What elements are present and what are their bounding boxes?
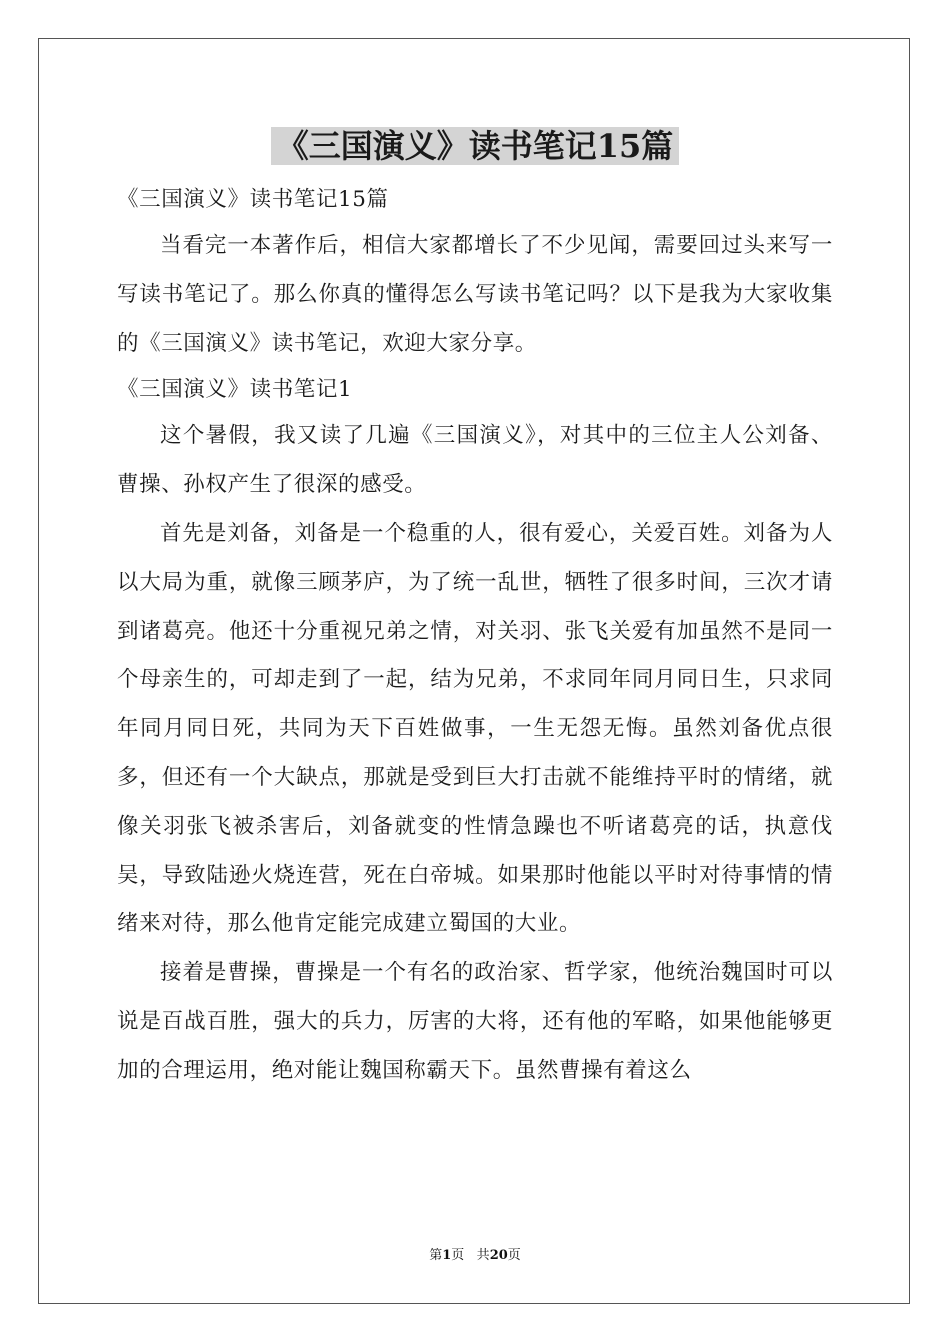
document-body — [117, 178, 833, 1096]
total-suffix: 页 — [507, 1248, 521, 1263]
body-paragraph: 这个暑假，我又读了几遍《三国演义》，对其中的三位主人公刘备、曹操、孙权产生了很深的感受。 — [117, 423, 833, 498]
total-prefix: 共 — [476, 1248, 490, 1263]
document-subtitle: 《三国演义》读书笔记15篇 — [117, 187, 389, 212]
intro-paragraph: 当看完一本著作后，相信大家都增长了不少见闻，需要回过头来写一写读书笔记了。那么你真的懂得怎么写读书笔记吗？以下是我为大家收集的《三国演义》读书笔记，欢迎大家分享。 — [117, 233, 833, 356]
total-pages: 20 — [489, 1248, 508, 1263]
page-footer — [0, 1247, 950, 1265]
body-paragraph: 接着是曹操，曹操是一个有名的政治家、哲学家，他统治魏国时可以说是百战百胜，强大的兵力，厉害的大将，还有他的军略，如果他能够更加的合理运用，绝对能让魏国称霸天下。虽然曹操有着这么 — [117, 960, 833, 1083]
page-number: 1 — [442, 1248, 452, 1263]
body-paragraph: 首先是刘备，刘备是一个稳重的人，很有爱心，关爱百姓。刘备为人以大局为重，就像三顾茅庐，为了统一乱世，牺牲了很多时间，三次才请到诸葛亮。他还十分重视兄弟之情，对关羽、张飞关爱有加虽然不是同一个母亲生的，可却走到了一起，结为兄弟，不求同年同月同日生，只求同年同月同日死，共同为天下百姓做事，一生无怨无悔。虽然刘备优点很多，但还有一个大缺点，那就是受到巨大打击就不能维持平时的情绪，就像关羽张飞被杀害后，刘备就变的性情急躁也不听诸葛亮的话，执意伐吴，导致陆逊火烧连营，死在白帝城。如果那时他能以平时对待事情的情绪来对待，那么他肯定能完成建立蜀国的大业。 — [117, 520, 833, 937]
page-suffix: 页 — [451, 1248, 465, 1263]
section-heading: 《三国演义》读书笔记1 — [117, 377, 353, 403]
page-prefix: 第 — [429, 1248, 443, 1263]
document-title — [0, 122, 950, 170]
document-title-text: 《三国演义》读书笔记15篇 — [271, 127, 680, 165]
